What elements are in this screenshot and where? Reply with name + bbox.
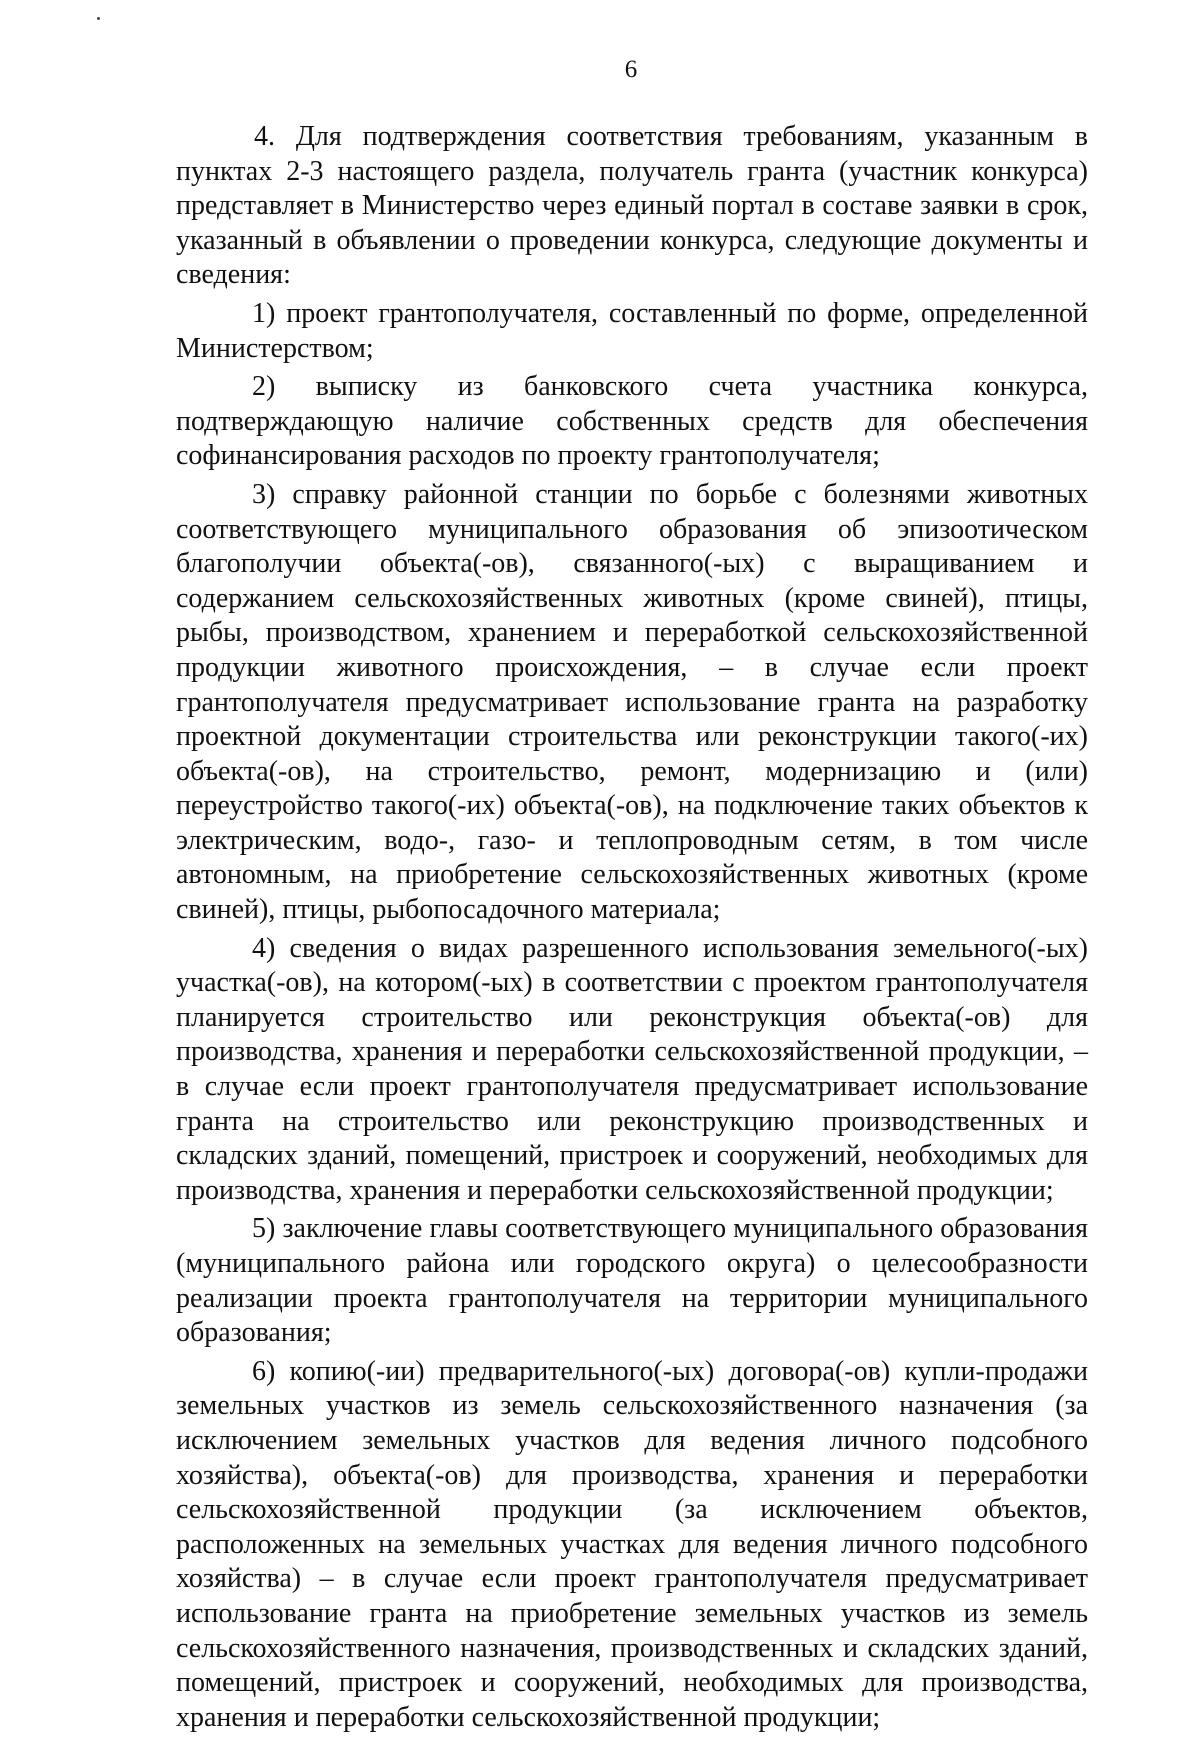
page-number: 6 [624, 56, 638, 83]
subitem-4-land-use-info: 4) сведения о видах разрешенного использования земельного(-ых) участка(-ов), на котором(-ых) в соответствии с проектом грантополучателя планируется строительство или реконструкция объекта(-ов) для производства, хранения и переработки сельскохозяйственной продукции, – в случае если проект грантополучателя предусматривает использование гранта на строительство или реконструкцию производственных и складских зданий, помещений, пристроек и сооружений, необходимых для производства, хранения и переработки сельскохозяйственной продукции; [176, 932, 1088, 1206]
subitem-1-project: 1) проект грантополучателя, составленный по форме, определенной Министерством; [176, 297, 1088, 364]
subitem-3-veterinary-certificate: 3) справку районной станции по борьбе с болезнями животных соответствующего муниципального образования об эпизоотическом благополучии объекта(-ов), связанного(-ых) с выращиванием и содержанием сельскохозяйственных животных (кроме свиней), птицы, рыбы, производством, хранением и переработкой сельскохозяйственной продукции животного происхождения, – в случае если проект грантополучателя предусматривает использование гранта на разработку проектной документации строительства или реконструкции такого(-их) объекта(-ов), на строительство, ремонт, модернизацию и (или) переустройство такого(-их) объекта(-ов), на подключение таких объектов к электрическим, водо-, газо- и теплопроводным сетям, в том числе автономным, на приобретение сельскохозяйственных животных (кроме свиней), птицы, рыбопосадочного материала; [176, 478, 1088, 926]
subitem-5-municipal-conclusion: 5) заключение главы соответствующего муниципального образования (муниципального района или городского округа) о целесообразности реализации проекта грантополучателя на территории муниципального образования; [176, 1213, 1088, 1349]
subitem-6-contract-copies: 6) копию(-ии) предварительного(-ых) договора(-ов) купли-продажи земельных участков из земель сельскохозяйственного назначения (за исключением земельных участков для ведения личного подсобного хозяйства), объекта(-ов) для производства, хранения и переработки сельскохозяйственной продукции (за исключением объектов, расположенных на земельных участках для ведения личного подсобного хозяйства) – в случае если проект грантополучателя предусматривает использование гранта на приобретение земельных участков из земель сельскохозяйственного назначения, производственных и складских зданий, помещений, пристроек и сооружений, необходимых для производства, хранения и переработки сельскохозяйственной продукции; [176, 1355, 1088, 1733]
scan-speck [97, 17, 100, 20]
subitem-2-bank-statement: 2) выписку из банковского счета участника конкурса, подтверждающую наличие собственных средств для обеспечения софинансирования расходов по проекту грантополучателя; [176, 371, 1088, 472]
document-body [176, 120, 1088, 1739]
paragraph-item-4: 4. Для подтверждения соответствия требованиям, указанным в пунктах 2-3 настоящего раздела, получатель гранта (участник конкурса) представляет в Министерство через единый портал в составе заявки в срок, указанный в объявлении о проведении конкурса, следующие документы и сведения: [176, 121, 1088, 291]
